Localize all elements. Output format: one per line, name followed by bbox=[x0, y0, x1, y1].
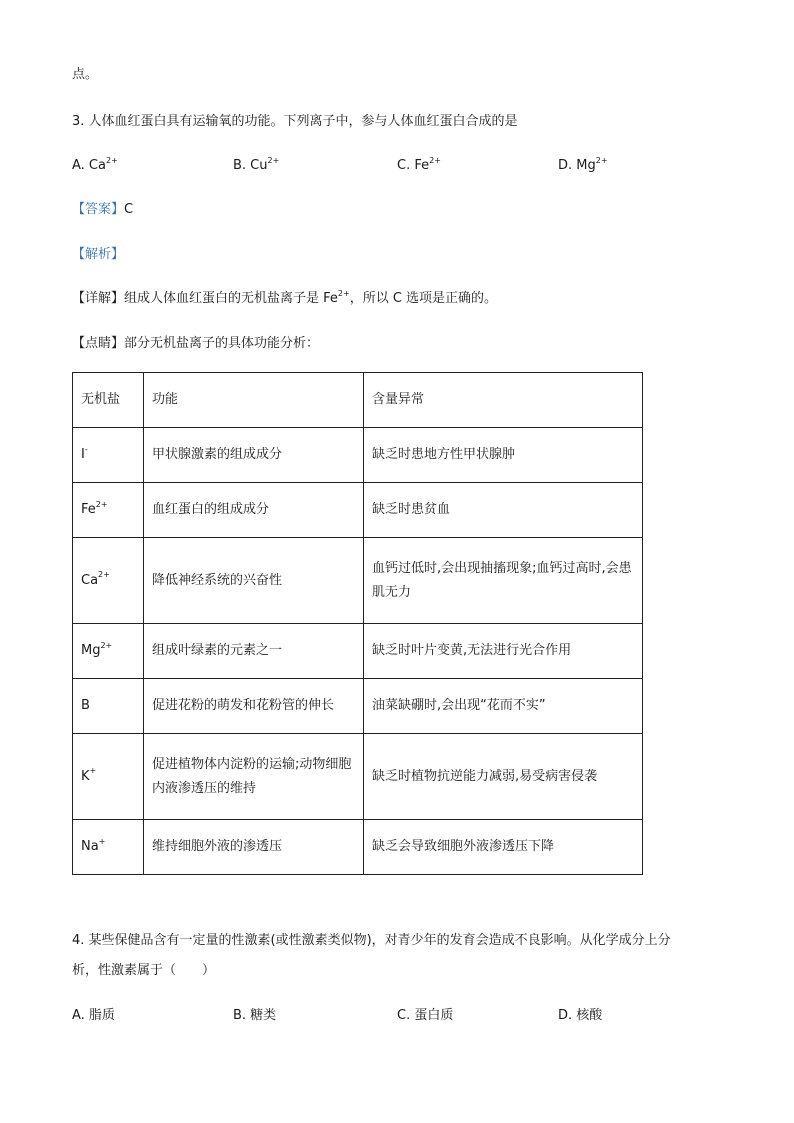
q3-analysis-label: 【解析】 bbox=[72, 247, 125, 262]
function-cell: 甲状腺激素的组成成分 bbox=[144, 428, 364, 483]
header-ion: 无机盐 bbox=[73, 373, 144, 428]
q3-detail: 【详解】组成人体血红蛋白的无机盐离子是 $Fe^{2+}$，所以 C 选项是正确的。 bbox=[72, 288, 498, 306]
q4-option-c: C. 蛋白质 bbox=[397, 1008, 454, 1023]
ion-cell: $Ca^{2+}$ bbox=[73, 538, 144, 624]
table-row bbox=[73, 820, 643, 875]
previous-answer-tail: 点。 bbox=[72, 67, 99, 82]
abnormal-cell: 缺乏时患地方性甲状腺肿 bbox=[364, 428, 643, 483]
abnormal-cell: 油菜缺硼时,会出现“花而不实” bbox=[364, 679, 643, 734]
function-cell: 血红蛋白的组成成分 bbox=[144, 483, 364, 538]
q3-option-c: C. $Fe^{2+}$ bbox=[397, 155, 441, 173]
ion-cell: B bbox=[73, 679, 144, 734]
ion-function-table bbox=[72, 372, 643, 875]
function-cell: 促进植物体内淀粉的运输;动物细胞内液渗透压的维持 bbox=[144, 734, 364, 820]
table-row bbox=[73, 538, 643, 624]
q3-option-a: A. $Ca^{2+}$ bbox=[72, 155, 118, 173]
q4-option-a: A. 脂质 bbox=[72, 1008, 115, 1023]
ion-cell: $Fe^{2+}$ bbox=[73, 483, 144, 538]
function-cell: 促进花粉的萌发和花粉管的伸长 bbox=[144, 679, 364, 734]
q3-answer: 【答案】C bbox=[72, 202, 134, 217]
q3-stem: 3. 人体血红蛋白具有运输氧的功能。下列离子中，参与人体血红蛋白合成的是 bbox=[72, 114, 518, 129]
header-abnormal: 含量异常 bbox=[364, 373, 643, 428]
abnormal-cell: 缺乏会导致细胞外液渗透压下降 bbox=[364, 820, 643, 875]
function-cell: 组成叶绿素的元素之一 bbox=[144, 624, 364, 679]
header-function: 功能 bbox=[144, 373, 364, 428]
function-cell: 降低神经系统的兴奋性 bbox=[144, 538, 364, 624]
ion-cell: I- bbox=[73, 428, 144, 483]
ion-cell: K+ bbox=[73, 734, 144, 820]
abnormal-cell: 缺乏时植物抗逆能力减弱,易受病害侵袭 bbox=[364, 734, 643, 820]
table-row bbox=[73, 428, 643, 483]
table-row bbox=[73, 734, 643, 820]
table-row bbox=[73, 679, 643, 734]
q4-stem-line1: 4. 某些保健品含有一定量的性激素(或性激素类似物)，对青少年的发育会造成不良影响。从化学成分上分 bbox=[72, 933, 671, 948]
q4-option-d: D. 核酸 bbox=[558, 1008, 603, 1023]
q4-stem-line2: 析，性激素属于（ ） bbox=[72, 963, 216, 978]
abnormal-cell: 血钙过低时,会出现抽搐现象;血钙过高时,会患肌无力 bbox=[364, 538, 643, 624]
q3-tip: 【点睛】部分无机盐离子的具体功能分析： bbox=[72, 336, 320, 351]
ion-cell: $Mg^{2+}$ bbox=[73, 624, 144, 679]
table-header-row bbox=[73, 373, 643, 428]
q3-option-d: D. $Mg^{2+}$ bbox=[558, 155, 608, 173]
abnormal-cell: 缺乏时叶片变黄,无法进行光合作用 bbox=[364, 624, 643, 679]
function-cell: 维持细胞外液的渗透压 bbox=[144, 820, 364, 875]
q3-option-b: B. $Cu^{2+}$ bbox=[233, 155, 280, 173]
abnormal-cell: 缺乏时患贫血 bbox=[364, 483, 643, 538]
ion-cell: Na+ bbox=[73, 820, 144, 875]
table-row bbox=[73, 624, 643, 679]
table-row bbox=[73, 483, 643, 538]
q4-option-b: B. 糖类 bbox=[233, 1008, 277, 1023]
